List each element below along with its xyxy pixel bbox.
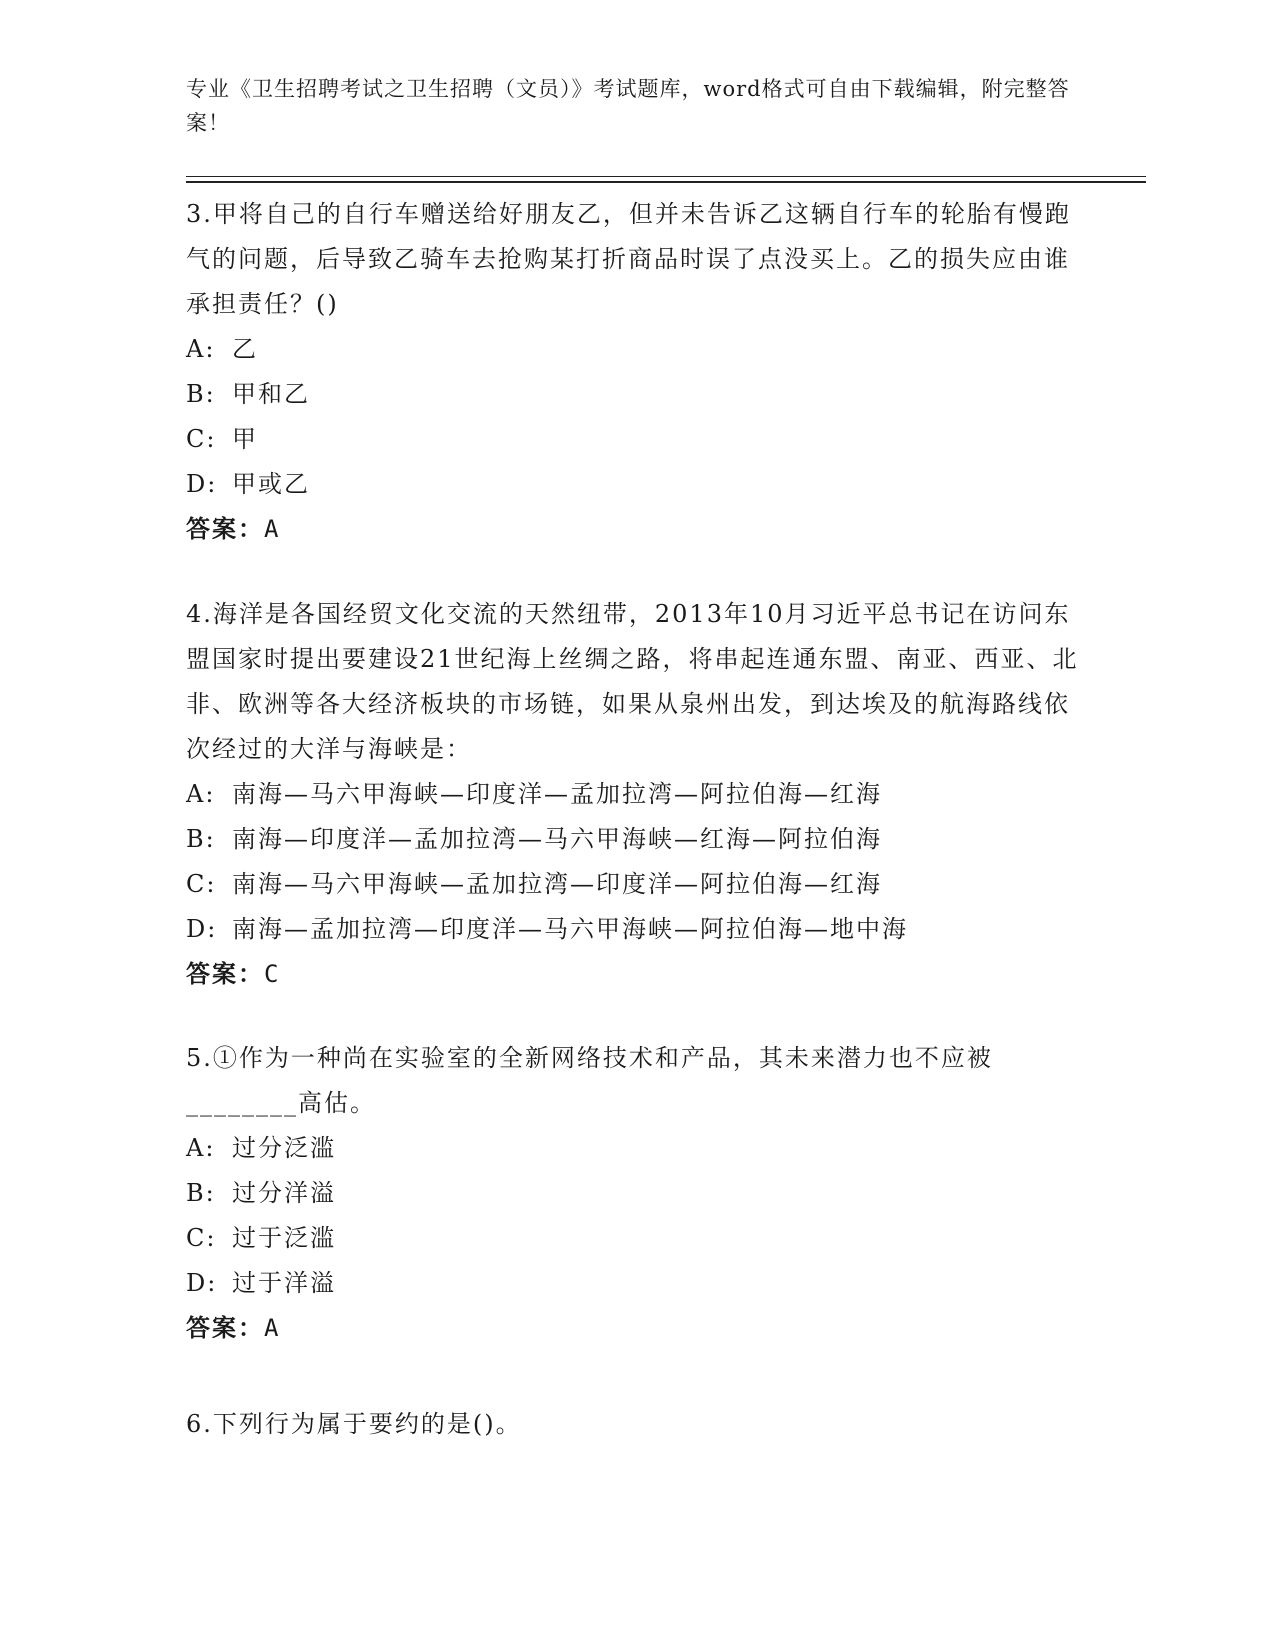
option-key: D: <box>186 470 218 498</box>
question-stem: 6.下列行为属于要约的是()。 <box>186 1410 522 1438</box>
option-a <box>186 327 1086 372</box>
document-header: 专业《卫生招聘考试之卫生招聘（文员）》考试题库，word格式可自由下载编辑，附完整答案！ <box>186 77 1070 135</box>
option-key: B: <box>186 380 216 408</box>
answer-line <box>186 952 1086 997</box>
option-key: D: <box>186 915 218 943</box>
answer-label: 答案： <box>186 1314 264 1342</box>
option-b <box>186 1171 1086 1216</box>
option-text: 过于泛滥 <box>232 1224 336 1252</box>
option-text: 过分泛滥 <box>232 1134 336 1162</box>
option-text: 南海—孟加拉湾—印度洋—马六甲海峡—阿拉伯海—地中海 <box>232 915 908 943</box>
option-key: A: <box>186 780 216 808</box>
option-c <box>186 862 1086 907</box>
option-text: 甲或乙 <box>232 470 310 498</box>
option-text: 南海—马六甲海峡—孟加拉湾—印度洋—阿拉伯海—红海 <box>232 870 882 898</box>
answer-value: A <box>264 515 281 543</box>
option-b <box>186 817 1086 862</box>
question-6 <box>186 1402 1086 1447</box>
option-text: 甲和乙 <box>232 380 310 408</box>
option-text: 甲 <box>232 425 258 453</box>
question-stem: 3.甲将自己的自行车赠送给好朋友乙，但并未告诉乙这辆自行车的轮胎有慢跑气的问题，后导致乙骑车去抢购某打折商品时误了点没买上。乙的损失应由谁承担责任？() <box>186 200 1071 318</box>
option-key: D: <box>186 1269 218 1297</box>
option-text: 过于洋溢 <box>232 1269 336 1297</box>
answer-line <box>186 1306 1086 1351</box>
answer-value: C <box>264 960 281 988</box>
option-d <box>186 1261 1086 1306</box>
option-d <box>186 907 1086 952</box>
option-key: C: <box>186 870 217 898</box>
option-key: A: <box>186 335 216 363</box>
answer-label: 答案： <box>186 515 264 543</box>
option-key: B: <box>186 1179 216 1207</box>
header-divider-thin <box>186 176 1146 177</box>
question-stem: 4.海洋是各国经贸文化交流的天然纽带，2013年10月习近平总书记在访问东盟国家时提出要建设21世纪海上丝绸之路，将串起连通东盟、南亚、西亚、北非、欧洲等各大经济板块的市场链，如果从泉州出发，到达埃及的航海路线依次经过的大洋与海峡是： <box>186 600 1079 763</box>
answer-value: A <box>264 1314 281 1342</box>
header-divider-thick <box>186 181 1146 183</box>
option-key: B: <box>186 825 216 853</box>
question-5 <box>186 1036 1086 1351</box>
option-c <box>186 417 1086 462</box>
option-a <box>186 772 1086 817</box>
option-text: 过分洋溢 <box>232 1179 336 1207</box>
question-3 <box>186 192 1086 552</box>
answer-line <box>186 507 1086 552</box>
option-key: C: <box>186 425 217 453</box>
question-stem: 5.①作为一种尚在实验室的全新网络技术和产品，其未来潜力也不应被________高估。 <box>186 1044 993 1117</box>
option-c <box>186 1216 1086 1261</box>
option-b <box>186 372 1086 417</box>
option-text: 南海—印度洋—孟加拉湾—马六甲海峡—红海—阿拉伯海 <box>232 825 882 853</box>
option-key: C: <box>186 1224 217 1252</box>
option-a <box>186 1126 1086 1171</box>
option-key: A: <box>186 1134 216 1162</box>
option-d <box>186 462 1086 507</box>
answer-label: 答案： <box>186 960 264 988</box>
question-4 <box>186 592 1086 997</box>
option-text: 南海—马六甲海峡—印度洋—孟加拉湾—阿拉伯海—红海 <box>232 780 882 808</box>
option-text: 乙 <box>232 335 258 363</box>
